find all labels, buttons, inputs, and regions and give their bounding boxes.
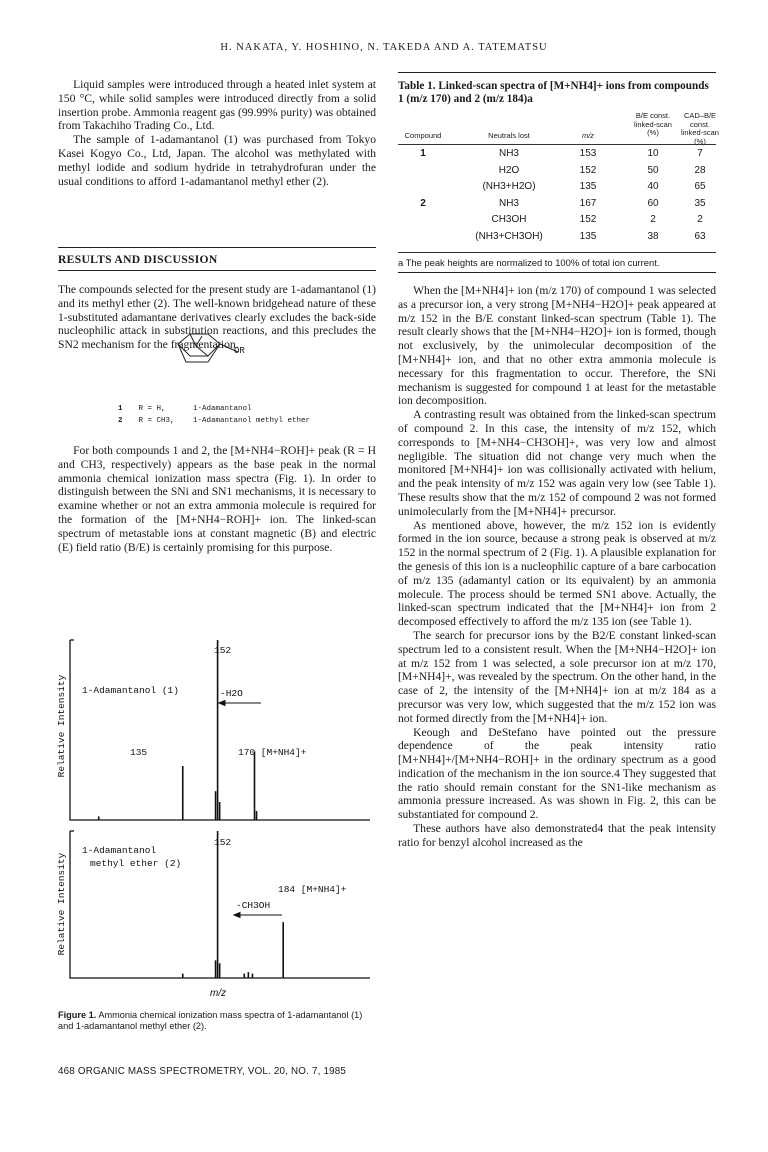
paragraph: Keough and DeStefano have pointed out the pressure dependence of the peak intensity ratio [M+NH4]+/[M+NH4−ROH]+ in the ordinary spectrum as a good indication of the mechanism in the ion source.4 They suggested that the ratio should remain constant for the SN1-like mechanism as ammonia pressure increased. As was shown in Fig. 2, this can be substantiated for compound 2.	[398, 725, 716, 822]
table-cell: 2	[697, 214, 703, 225]
table-header: CAD–B/E const. linked-scan (%)	[681, 111, 719, 146]
running-header: H. NAKATA, Y. HOSHINO, N. TAKEDA AND A. TATEMATSU	[220, 42, 548, 53]
peak-label-152: 152	[214, 645, 232, 656]
or-label: OR	[234, 346, 245, 356]
section-rule	[58, 270, 376, 271]
results-mechanism	[58, 444, 376, 554]
paragraph: As mentioned above, however, the m/z 152 ion is evidently formed in the ion source, because a strong peak is observed at m/z 152 in the normal spectrum of 2 (Fig. 1). A plausible explanation for the genesis of this ion is a nucleophilic capture of a bare carbocation of m/z 135 (adamantyl cation or its equivalent) by an ammonia molecule. The process should be termed SN1 above. Actually, the linked-scan spectrum indicated that the [M+NH4]+ ion from 2 decomposed effectively to afford the m/z 135 ion (see Table 1).	[398, 518, 716, 629]
table-header: m/z	[581, 131, 595, 140]
y-axis-label: Relative Intensity	[56, 852, 67, 956]
paragraph: Liquid samples were introduced through a heated inlet system at 150 °C, while solid samples were introduced directly from a solid insertion probe. Ammonia reagent gas (99.99% purity) was obtained from Takachiho Trading Co., Ltd.	[58, 78, 376, 133]
table-caption-label: Table 1.	[398, 80, 436, 92]
table-footnote: a The peak heights are normalized to 100% of total ion current.	[398, 257, 660, 268]
left-intro-text	[58, 78, 376, 188]
compound-number: 1	[118, 405, 123, 413]
section-title: RESULTS AND DISCUSSION	[58, 253, 218, 266]
paragraph: The compounds selected for the present study are 1-adamantanol (1) and its methyl ether (2). The well-known bridgehead nature of these 1-substituted adamantane derivatives clearly excludes the back-side nucleophilic attack in substitution reactions, and this precludes the SN2 mechanism for the fragmentation.	[58, 283, 376, 352]
table-cell: NH3	[498, 148, 519, 159]
peak-label-152: 152	[214, 837, 232, 848]
table-cell: CH3OH	[491, 214, 527, 225]
section-rule	[58, 247, 376, 248]
table-cell: 167	[579, 197, 597, 209]
table-1	[398, 108, 719, 258]
paragraph: For both compounds 1 and 2, the [M+NH4−ROH]+ peak (R = H and CH3, respectively) appears as the base peak in the normal ammonia chemical ionization mass spectra (Fig. 1). In order to distinguish between the SNi and SN1 mechanisms, it is necessary to examine whether or not an extra ammonia molecule is required for the formation of the [M+NH4−ROH]+ ion. The linked-scan spectrum of metastable ions at constant magnetic (B) and electric (E) field ratio (B/E) is certainly promising for this purpose.	[58, 444, 376, 554]
paragraph: A contrasting result was obtained from the linked-scan spectrum of compound 2. In this case, the intensity of m/z 152, which corresponds to [M+NH4−CH3OH]+, was very low and almost negligible. The situation did not change very much when the monitored [M+NH4]+ ion was collisionally activated with helium, and the peak intensity of m/z 152 was again very low (see Table 1). These results show that the m/z 152 of compound 2 was not formed unimolecularly from the [M+NH4]+ precursor.	[398, 408, 716, 518]
paragraph: These authors have also demonstrated4 that the peak intensity ratio for benzyl alcohol increased as the	[398, 822, 716, 849]
compound-number: 2	[118, 417, 123, 425]
compound-name: 1-Adamantanol	[193, 405, 252, 413]
table-header-rule	[398, 144, 716, 145]
panel2-compound-name: methyl ether (2)	[90, 858, 182, 869]
table-cell: 40	[647, 181, 659, 192]
y-axis-label: Relative Intensity	[56, 674, 67, 778]
table-caption	[398, 80, 716, 106]
paragraph: The search for precursor ions by the B2/E constant linked-scan spectrum led to a consistent result. When the [M+NH4−H2O]+ ion at m/z 152 from 1 was selected, a sole precursor ion at m/z 170, [M+NH4]+, was revealed by the spectrum. On the other hand, in the case of 2, the intensity of the [M+NH4]+ ion at m/z 184 as a precursor was very low, which suggested that the m/z 152 ion was not formed directly from the [M+NH4]+ ion.	[398, 628, 716, 725]
table-cell: 152	[579, 214, 597, 225]
table-cell: (NH3+H2O)	[482, 181, 536, 192]
table-caption-text: Linked-scan spectra of [M+NH4]+ ions from compounds 1 (m/z 170) and 2 (m/z 184)a	[398, 80, 709, 105]
loss-label: -H2O	[220, 688, 243, 699]
table-cell: 35	[694, 197, 706, 209]
compound-name: 1-Adamantanol methyl ether	[193, 417, 311, 425]
compound-legend	[118, 403, 310, 427]
peak-label-135: 135	[130, 747, 148, 758]
panel1-axes	[70, 640, 370, 820]
panel1-compound-name: 1-Adamantanol (1)	[82, 685, 179, 696]
table-bottom-rule	[398, 252, 716, 253]
table-cell: 63	[694, 230, 706, 242]
table-cell: 2	[650, 214, 656, 225]
figure-caption-label: Figure 1.	[58, 1010, 97, 1020]
peak-label-molecular: 184 [M+NH4]+	[278, 884, 347, 895]
table-cell: 60	[647, 197, 659, 209]
table-cell: 153	[579, 148, 597, 159]
table-header: B/E const. linked-scan (%)	[634, 111, 672, 137]
paragraph: When the [M+NH4]+ ion (m/z 170) of compound 1 was selected as a precursor ion, a very strong [M+NH4−H2O]+ peak appeared at m/z 152 in the B/E constant linked-scan spectrum (Table 1). The result clearly shows that the [M+NH4−H2O]+ ion is formed, though not exclusively, by the unimolecular decomposition of the [M+NH4]+ ion, and that no other extra ammonia molecule is necessary for this fragmentation to occur. Therefore, the SNi mechanism is suggested for compound 1 at least for the metastable ion decomposition.	[398, 284, 716, 408]
x-axis-label: m/z	[210, 988, 227, 999]
table-cell: (NH3+CH3OH)	[475, 230, 543, 242]
right-column-text	[398, 284, 716, 850]
compound-r: R = H,	[138, 405, 166, 413]
peak-label-molecular: 170 [M+NH4]+	[238, 747, 307, 758]
table-end-rule	[398, 272, 716, 273]
table-cell: 7	[697, 148, 703, 159]
figure-caption-text: Ammonia chemical ionization mass spectra of 1-adamantanol (1) and 1-adamantanol methyl ether (2).	[58, 1010, 363, 1031]
paragraph: The sample of 1-adamantanol (1) was purchased from Tokyo Kasei Kogyo Co., Ltd, Japan. The alcohol was methylated with methyl iodide and sodium hydride in tetrahydrofuran under the usual conditions to afford 1-adamantanol methyl ether (2).	[58, 133, 376, 188]
table-header: Compound	[404, 131, 442, 140]
table-cell: 152	[579, 164, 597, 176]
page-footer: 468 ORGANIC MASS SPECTROMETRY, VOL. 20, NO. 7, 1985	[58, 1066, 347, 1077]
table-cell: 38	[647, 230, 659, 242]
table-cell: 28	[694, 164, 706, 176]
loss-label: -CH3OH	[236, 900, 271, 911]
table-cell: 10	[647, 148, 659, 159]
table-cell: 135	[579, 230, 597, 242]
table-cell: 65	[694, 181, 706, 192]
table-cell: 2	[420, 197, 426, 209]
compound-r: R = CH3,	[138, 417, 175, 425]
figure-1-spectra	[52, 626, 374, 1006]
table-cell: H2O	[498, 164, 520, 176]
figure-caption	[58, 1010, 376, 1032]
panel2-compound-name: 1-Adamantanol	[82, 845, 157, 856]
table-cell: 135	[579, 181, 597, 192]
table-header: Neutrals lost	[488, 131, 530, 140]
table-cell: NH3	[498, 197, 519, 209]
table-cell: 50	[647, 164, 659, 176]
table-top-rule	[398, 72, 716, 73]
table-cell: 1	[420, 148, 426, 159]
adamantane-structure	[168, 326, 278, 370]
